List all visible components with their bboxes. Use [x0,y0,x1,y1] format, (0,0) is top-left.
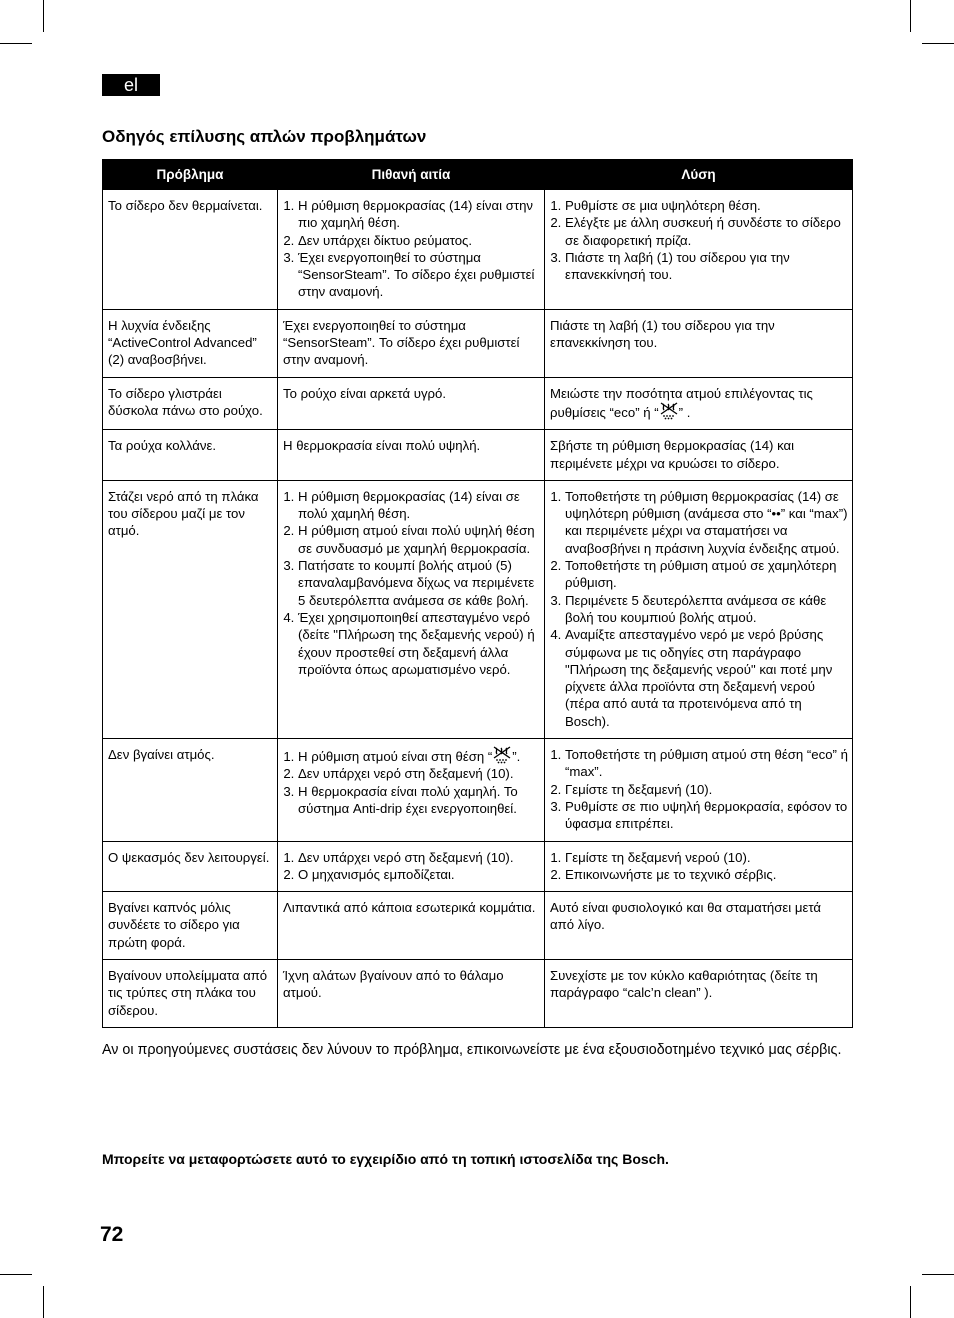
table-row [103,309,853,377]
crop-mark [0,43,32,44]
table-row [103,480,853,738]
crop-mark [43,0,44,32]
list-item: 2. Γεμίστε τη δεξαμενή (10). [565,781,848,798]
cause-cell: Ίχνη αλάτων βγαίνουν από το θάλαμο ατμού. [278,959,545,1027]
cause-cell [278,739,545,841]
section-title: Οδηγός επίλυσης απλών προβλημάτων [102,127,427,146]
cause-text: Η ρύθμιση ατμού είναι στη θέση “ [298,749,493,765]
cause-text-end: ”. [512,749,521,765]
crop-mark [910,1286,911,1318]
list-item: 2. Τοποθετήστε τη ρύθμιση ατμού σε χαμηλότερη ρύθμιση. [565,557,848,592]
no-steam-icon [659,402,679,420]
list-item: 3. Πατήσατε το κουμπί βολής ατμού (5) επαναλαμβανόμενα δίχως να περιμένετε 5 δευτερόλεπτα ανάμεσα σε κάθε βολή. [298,557,540,609]
solution-text-end: ” . [678,404,691,420]
column-header-cause: Πιθανή αιτία [278,160,545,190]
crop-mark [43,1286,44,1318]
list-item: 2. Ο μηχανισμός εμποδίζεται. [298,866,540,883]
solution-cell [545,841,853,892]
table-row [103,959,853,1027]
cause-cell: Λιπαντικά από κάποια εσωτερικά κομμάτια. [278,892,545,960]
solution-cell [545,480,853,738]
table-row [103,430,853,481]
cause-cell: Η θερμοκρασία είναι πολύ υψηλή. [278,430,545,481]
troubleshooting-table [102,159,853,1028]
list-item: 3. Ρυθμίστε σε πιο υψηλή θερμοκρασία, εφόσον το ύφασμα επιτρέπει. [565,798,848,833]
cause-cell: Το ρούχο είναι αρκετά υγρό. [278,377,545,430]
solution-cell: Σβήστε τη ρύθμιση θερμοκρασίας (14) και περιμένετε μέχρι να κρυώσει το σίδερο. [545,430,853,481]
page-number: 72 [100,1223,124,1246]
table-row [103,841,853,892]
problem-cell: Ο ψεκασμός δεν λειτουργεί. [103,841,278,892]
no-steam-icon [492,746,512,764]
list-item: 1. Η ρύθμιση θερμοκρασίας (14) είναι στην πιο χαμηλή θέση. [298,197,540,232]
crop-mark [922,43,954,44]
problem-cell: Τα ρούχα κολλάνε. [103,430,278,481]
solution-cell [545,377,853,430]
list-item: 2. Ελέγξτε με άλλη συσκευή ή συνδέστε το σίδερο σε διαφορετική πρίζα. [565,214,848,249]
solution-cell [545,739,853,841]
solution-cell: Αυτό είναι φυσιολογικό και θα σταματήσει μετά από λίγο. [545,892,853,960]
table-row [103,377,853,430]
list-item: 4. Αναμίξτε απεσταγμένο νερό με νερό βρύσης σύμφωνα με τις οδηγίες στη παράγραφο "Πλήρωση της δεξαμενής νερού" και ποτέ μην ρίχνετε άλλα προϊόντα στη δεξαμενή νερού (πέρα από αυτά τα προτεινόμενα από τη Bosch). [565,626,848,730]
download-note: Μπορείτε να μεταφορτώσετε αυτό το εγχειρίδιο από τη τοπική ιστοσελίδα της Bosch. [102,1151,669,1167]
solution-cell [545,190,853,310]
list-item: 1. Τοποθετήστε τη ρύθμιση ατμού στη θέση “eco” ή “max”. [565,746,848,781]
problem-cell: Δεν βγαίνει ατμός. [103,739,278,841]
problem-cell: Βγαίνει καπνός μόλις συνδέετε το σίδερο για πρώτη φορά. [103,892,278,960]
crop-mark [0,1274,32,1275]
list-item: 3. Έχει ενεργοποιηθεί το σύστημα “SensorSteam”. Το σίδερο έχει ρυθμιστεί στην αναμονή. [298,249,540,301]
crop-mark [910,0,911,32]
problem-cell: Στάζει νερό από τη πλάκα του σίδερου μαζί με τον ατμό. [103,480,278,738]
cause-cell: Έχει ενεργοποιηθεί το σύστημα “SensorSteam”. Το σίδερο έχει ρυθμιστεί στην αναμονή. [278,309,545,377]
list-item: 3. Περιμένετε 5 δευτερόλεπτα ανάμεσα σε κάθε βολή του κουμπιού βολής ατμού. [565,592,848,627]
footnote: Αν οι προηγούμενες συστάσεις δεν λύνουν το πρόβλημα, επικοινωνείστε με ένα εξουσιοδοτημένο τεχνικό μας σέρβις. [102,1042,842,1058]
problem-cell: Η λυχνία ένδειξης “ActiveControl Advanced” (2) αναβοσβήνει. [103,309,278,377]
list-item: 1. Ρυθμίστε σε μια υψηλότερη θέση. [565,197,848,214]
list-item: 1. Γεμίστε τη δεξαμενή νερού (10). [565,849,848,866]
list-item: 4. Έχει χρησιμοποιηθεί απεσταγμένο νερό (δείτε "Πλήρωση της δεξαμενής νερού) ή έχουν προστεθεί στη δεξαμενή άλλα προϊόντα όπως αρωματισμένο νερό. [298,609,540,678]
table-row [103,892,853,960]
solution-cell: Πιάστε τη λαβή (1) του σίδερου για την επανεκκίνηση του. [545,309,853,377]
list-item: 1. Δεν υπάρχει νερό στη δεξαμενή (10). [298,849,540,866]
table-row [103,190,853,310]
list-item: 1. Τοποθετήστε τη ρύθμιση θερμοκρασίας (14) σε υψηλότερη ρύθμιση (ανάμεσα στο “••” και “max”) και περιμένετε μέχρι να σταματήσει να αναβοσβήνει η πράσινη λυχνία ένδειξης ατμού. [565,488,848,557]
language-tab: el [102,74,160,96]
list-item: 2. Δεν υπάρχει νερό στη δεξαμενή (10). [298,765,540,782]
problem-cell: Το σίδερο γλιστράει δύσκολα πάνω στο ρούχο. [103,377,278,430]
problem-cell: Το σίδερο δεν θερμαίνεται. [103,190,278,310]
cause-cell [278,190,545,310]
list-item: 2. Η ρύθμιση ατμού είναι πολύ υψηλή θέση σε συνδυασμό με χαμηλή θερμοκρασία. [298,522,540,557]
list-item: 3. Η θερμοκρασία είναι πολύ χαμηλή. Το σύστημα Anti-drip έχει ενεργοποιηθεί. [298,783,540,818]
cause-cell [278,841,545,892]
table-header-row [103,160,853,190]
column-header-solution: Λύση [545,160,853,190]
table-row [103,739,853,841]
list-item: 2. Δεν υπάρχει δίκτυο ρεύματος. [298,232,540,249]
list-item: 1. Η ρύθμιση θερμοκρασίας (14) είναι σε πολύ χαμηλή θέση. [298,488,540,523]
solution-text: Μειώστε την ποσότητα ατμού επιλέγοντας τις ρυθμίσεις “eco” ή “ [550,385,813,420]
list-item [298,746,540,765]
column-header-problem: Πρόβλημα [103,160,278,190]
list-item: 3. Πιάστε τη λαβή (1) του σίδερου για την επανεκκίνησή του. [565,249,848,284]
solution-cell: Συνεχίστε με τον κύκλο καθαριότητας (δείτε τη παράγραφο “calc’n clean” ). [545,959,853,1027]
crop-mark [922,1274,954,1275]
list-item: 2. Επικοινωνήστε με το τεχνικό σέρβις. [565,866,848,883]
cause-cell [278,480,545,738]
problem-cell: Βγαίνουν υπολείμματα από τις τρύπες στη πλάκα του σίδερου. [103,959,278,1027]
